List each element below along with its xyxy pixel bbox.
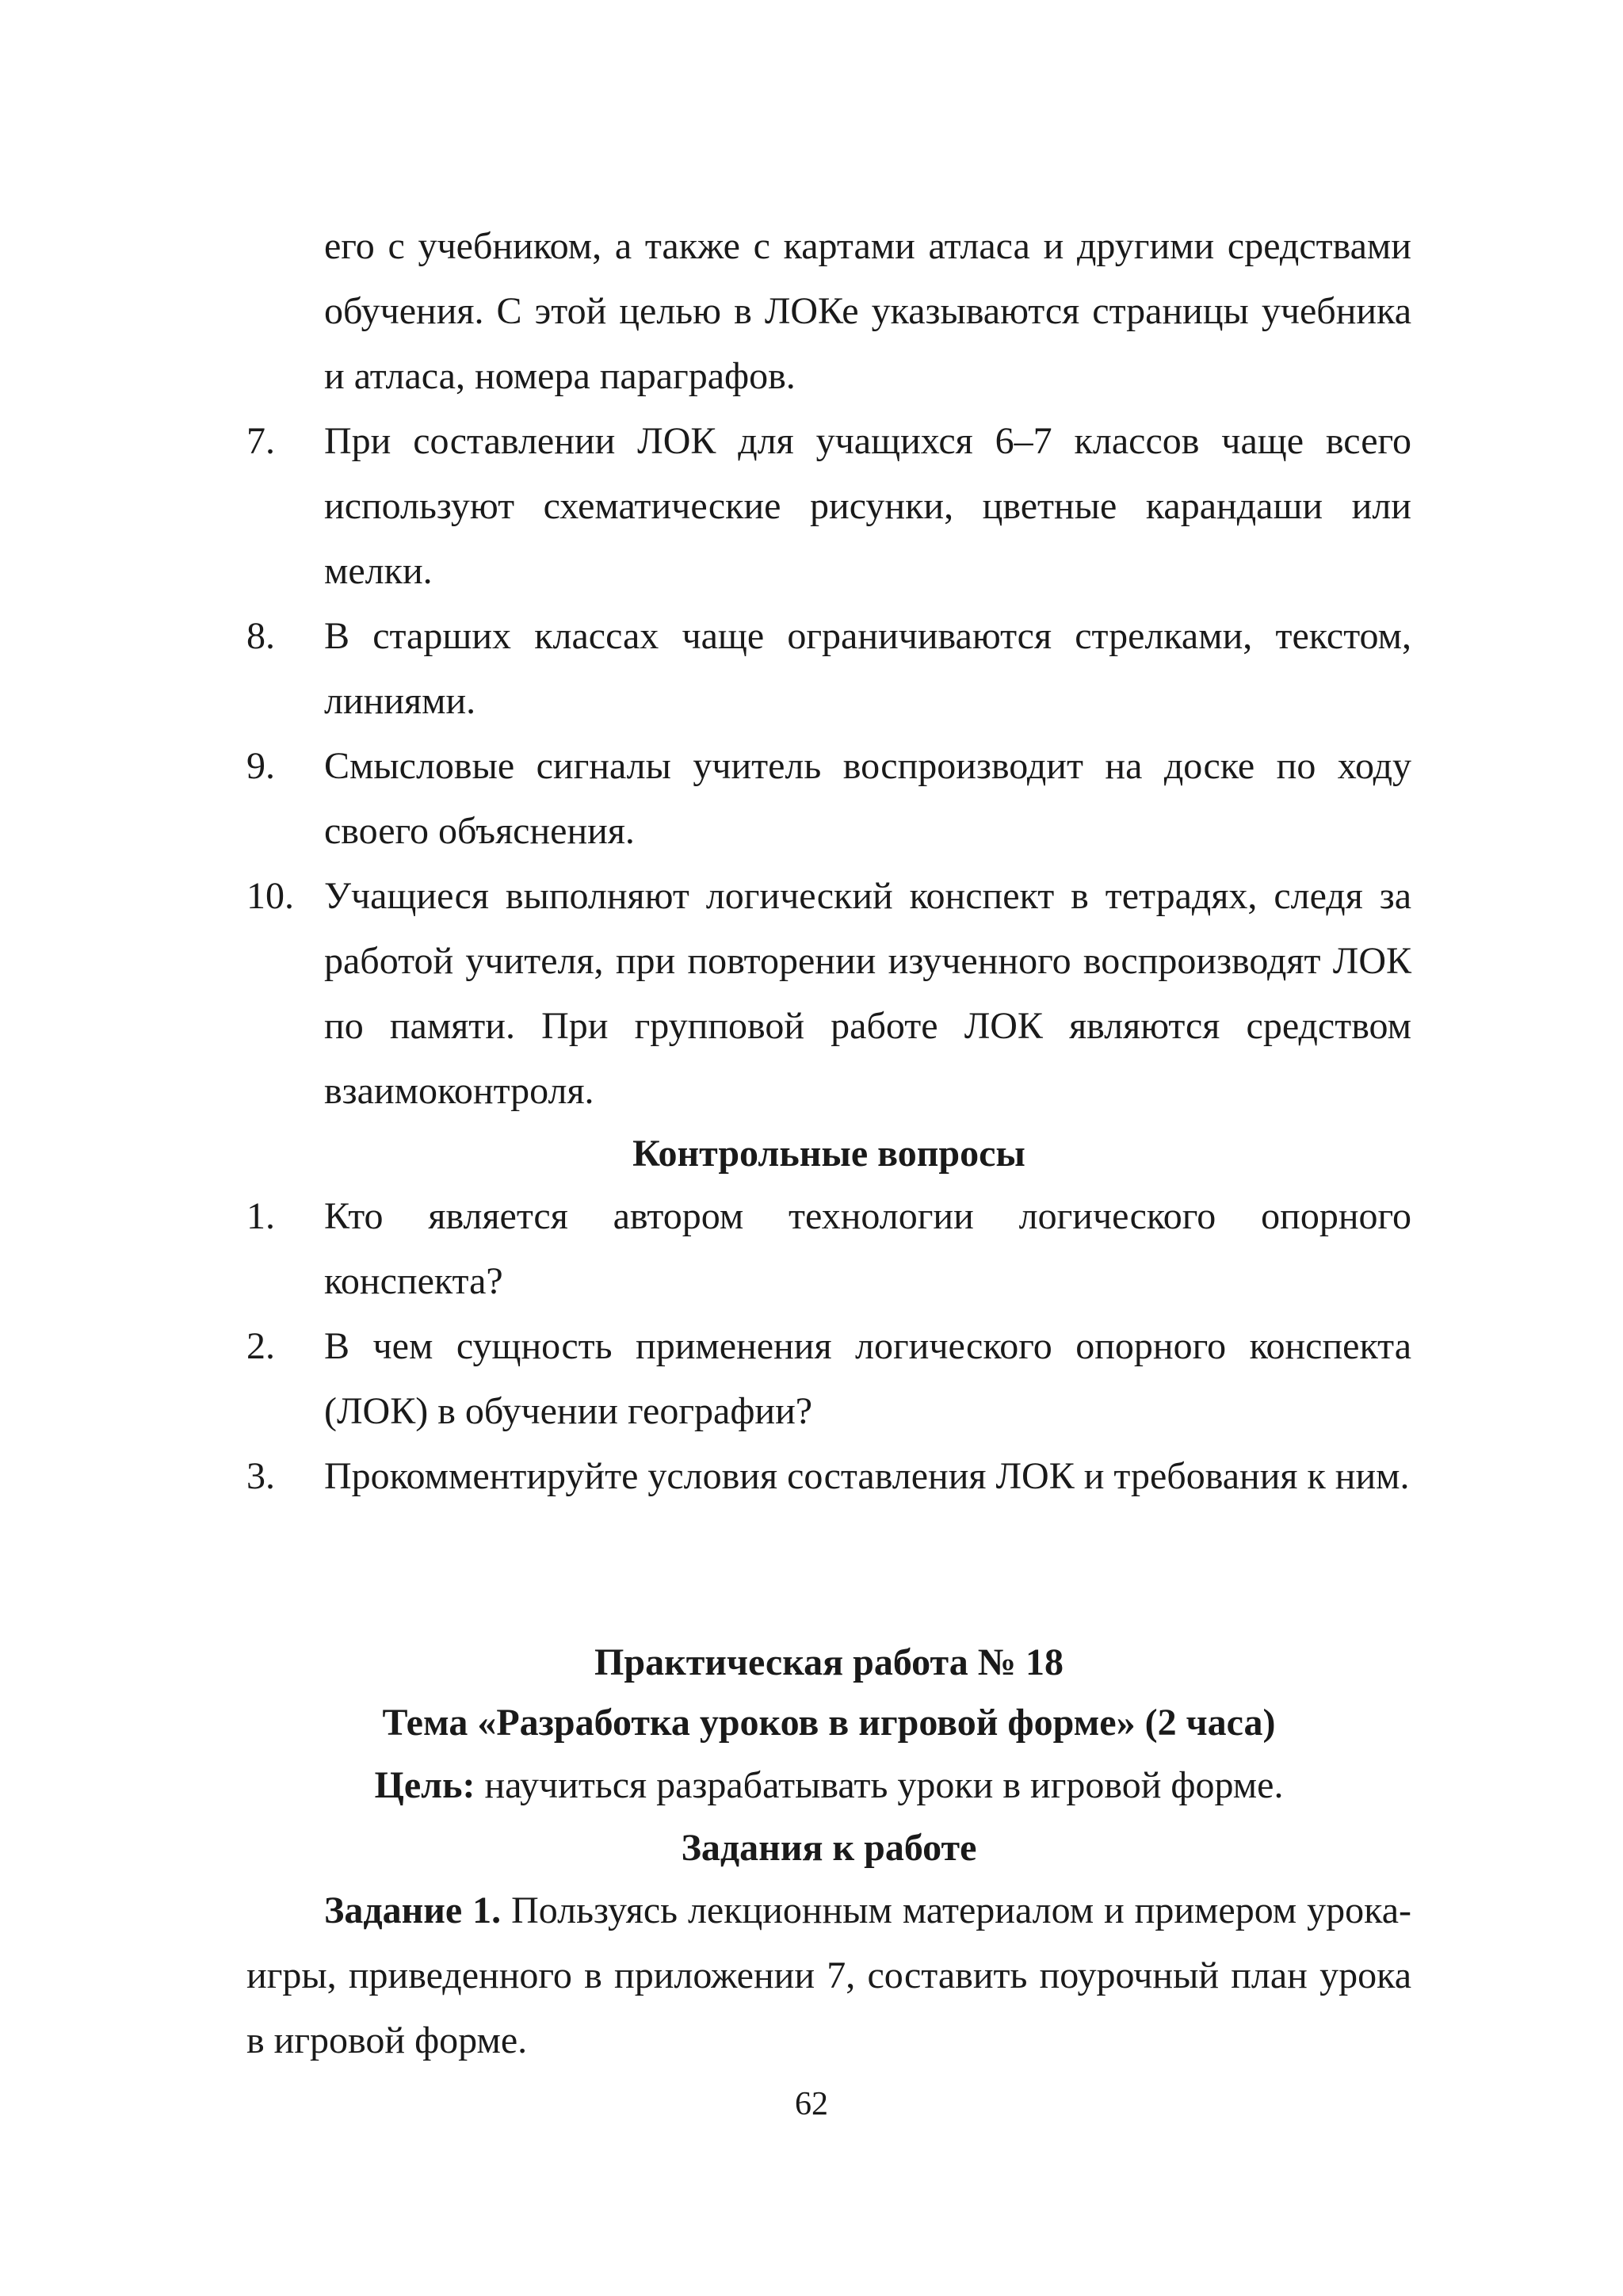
list-item [246, 409, 1411, 604]
question-item [246, 1444, 1411, 1509]
question-number: 1. [246, 1195, 275, 1237]
question-text: Кто является автором технологии логического опорного конспекта? [324, 1195, 1411, 1302]
list-text: В старших классах чаще ограничиваются стрелками, текстом, линиями. [324, 615, 1411, 722]
list-number: 8. [246, 615, 275, 657]
question-item [246, 1184, 1411, 1314]
tasks-heading: Задания к работе [681, 1827, 977, 1869]
task-1 [246, 1878, 1411, 2073]
list-number: 10. [246, 875, 294, 917]
list-text: Учащиеся выполняют логический конспект в тетрадях, следя за работой учителя, при повторении изученного воспроизводят ЛОК по памяти. При групповой работе ЛОК являются средством взаимоконтроля. [324, 875, 1411, 1112]
question-text: В чем сущность применения логического опорного конспекта (ЛОК) в обучении географии? [324, 1325, 1411, 1432]
question-number: 2. [246, 1325, 275, 1367]
continuation-paragraph: его с учебником, а также с картами атласа и другими средствами обучения. С этой целью в ЛОКе указываются страницы учебника и атласа, номера параграфов. [324, 225, 1411, 397]
question-number: 3. [246, 1455, 275, 1497]
list-item [246, 604, 1411, 734]
goal-label: Цель: [374, 1764, 475, 1806]
practical-work-section [246, 1633, 1411, 2073]
list-text: Смысловые сигналы учитель воспроизводит на доске по ходу своего объяснения. [324, 745, 1411, 852]
practical-title: Практическая работа № 18 [594, 1641, 1064, 1683]
practical-goal [246, 1753, 1411, 1818]
questions-heading: Контрольные вопросы [632, 1133, 1025, 1175]
list-number: 7. [246, 420, 275, 462]
numbered-list [246, 409, 1411, 1124]
question-text: Прокомментируйте условия составления ЛОК и требования к ним. [324, 1455, 1410, 1497]
goal-text: научиться разрабатывать уроки в игровой форме. [475, 1764, 1284, 1806]
list-item [246, 864, 1411, 1124]
list-text: При составлении ЛОК для учащихся 6–7 классов чаще всего используют схематические рисунки, цветные карандаши или мелки. [324, 420, 1411, 592]
questions-list [246, 1184, 1411, 1509]
page-number: 62 [795, 2086, 828, 2122]
task-1-text: Пользуясь лекционным материалом и примером урока-игры, приведенного в приложении 7, составить поурочный план урока в игровой форме. [246, 1889, 1412, 2061]
page-content [246, 214, 1411, 2073]
list-item [246, 734, 1411, 864]
task-1-label: Задание 1. [324, 1889, 502, 1931]
question-item [246, 1314, 1411, 1444]
practical-topic: Тема «Разработка уроков в игровой форме» (2 часа) [382, 1702, 1276, 1744]
list-number: 9. [246, 745, 275, 787]
